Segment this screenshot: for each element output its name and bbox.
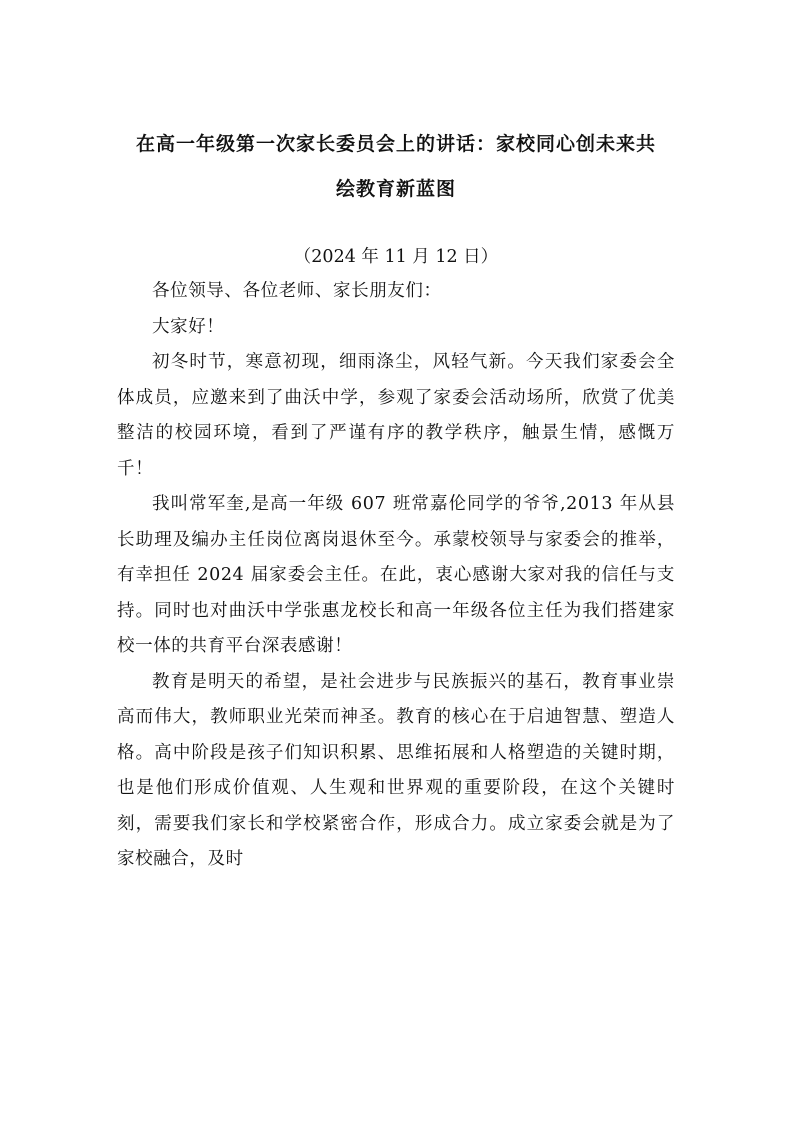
document-page bbox=[117, 122, 675, 878]
document-date: （2024 年 11 月 12 日） bbox=[293, 247, 499, 267]
body-paragraph: 初冬时节，寒意初现，细雨涤尘，风轻气新。今天我们家委会全体成员，应邀来到了曲沃中学，参观了家委会活动场所，欣赏了优美整洁的校园环境，看到了严谨有序的教学秩序，触景生情，感慨万千！ bbox=[117, 352, 675, 479]
body-paragraph: 教育是明天的希望，是社会进步与民族振兴的基石，教育事业崇高而伟大，教师职业光荣而神圣。教育的核心在于启迪智慧、塑造人格。高中阶段是孩子们知识积累、思维拓展和人格塑造的关键时期，也是他们形成价值观、人生观和世界观的重要阶段，在这个关键时刻，需要我们家长和学校紧密合作，形成合力。成立家委会就是为了家校融合，及时 bbox=[117, 671, 675, 869]
document-title-line-2: 绘教育新蓝图 bbox=[335, 178, 456, 200]
greeting-paragraph: 大家好！ bbox=[152, 316, 225, 337]
document-title-line-1: 在高一年级第一次家长委员会上的讲话：家校同心创未来共 bbox=[135, 133, 656, 155]
salutation-paragraph: 各位领导、各位老师、家长朋友们： bbox=[152, 281, 442, 301]
body-paragraph: 我叫常军奎,是高一年级 607 班常嘉伦同学的爷爷,2013 年从县长助理及编办主任岗位离岗退休至今。承蒙校领导与家委会的推举，有幸担任 2024 届家委会主任。在此，衷心感谢大家对我的信任与支持。同时也对曲沃中学张惠龙校长和高一年级各位主任为我们搭建家校一体的共育平台深表感谢！ bbox=[117, 494, 675, 656]
